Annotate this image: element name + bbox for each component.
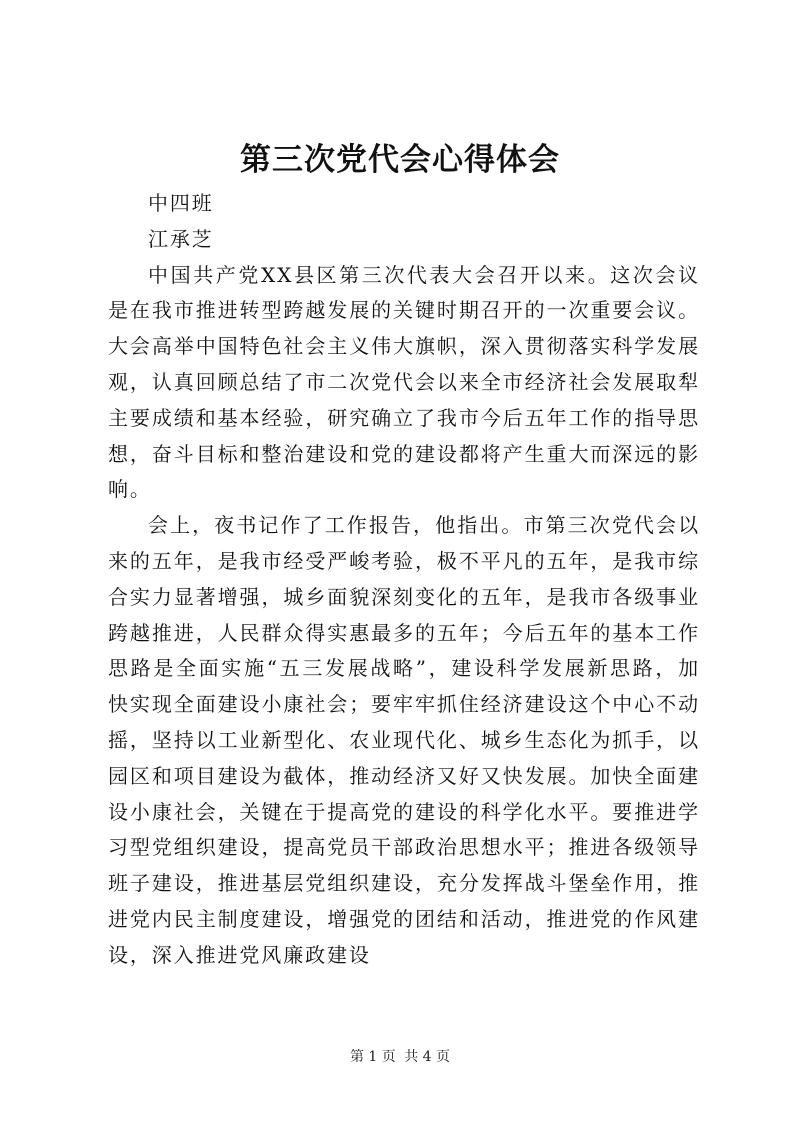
page-total: 共 4 页 — [404, 1049, 451, 1065]
paragraph-2: 会上，夜书记作了工作报告，他指出。市第三次党代会以来的五年，是我市经受严峻考验，极不平凡的五年，是我市综合实力显著增强，城乡面貌深刻变化的五年，是我市各级事业跨越推进，人民群众得实惠最多的五年；今后五年的基本工作思路是全面实施“五三发展战略”，建设科学发展新思路，加快实现全面建设小康社会；要牢牢抓住经济建设这个中心不动摇，坚持以工业新型化、农业现代化、城乡生态化为抓手，以园区和项目建设为截体，推动经济又好又快发展。加快全面建设小康社会，关键在于提高党的建设的科学化水平。要推进学习型党组织建设，提高党员干部政治思想水平；推进各级领导班子建设，推进基层党组织建设，充分发挥战斗堡垒作用，推进党内民主制度建设，增强党的团结和活动，推进党的作风建设，深入推进党风廉政建设 — [108, 513, 700, 967]
class-name-line: 中四班 — [148, 191, 214, 215]
page-footer — [0, 1047, 800, 1067]
author-line: 江承芝 — [148, 226, 214, 251]
document-body — [108, 186, 700, 974]
page-number: 第 1 页 — [349, 1049, 396, 1065]
paragraph-1: 中国共产党XX县区第三次代表大会召开以来。这次会议是在我市推进转型跨越发展的关键时期召开的一次重要会议。大会高举中国特色社会主义伟大旗帜，深入贯彻落实科学发展观，认真回顾总结了市二次党代会以来全市经济社会发展取犁主要成绩和基本经验，研究确立了我市今后五年工作的指导思想，奋斗目标和整治建设和党的建设都将产生重大而深远的影响。 — [108, 262, 700, 502]
document-title: 第三次党代会心得体会 — [240, 142, 560, 178]
